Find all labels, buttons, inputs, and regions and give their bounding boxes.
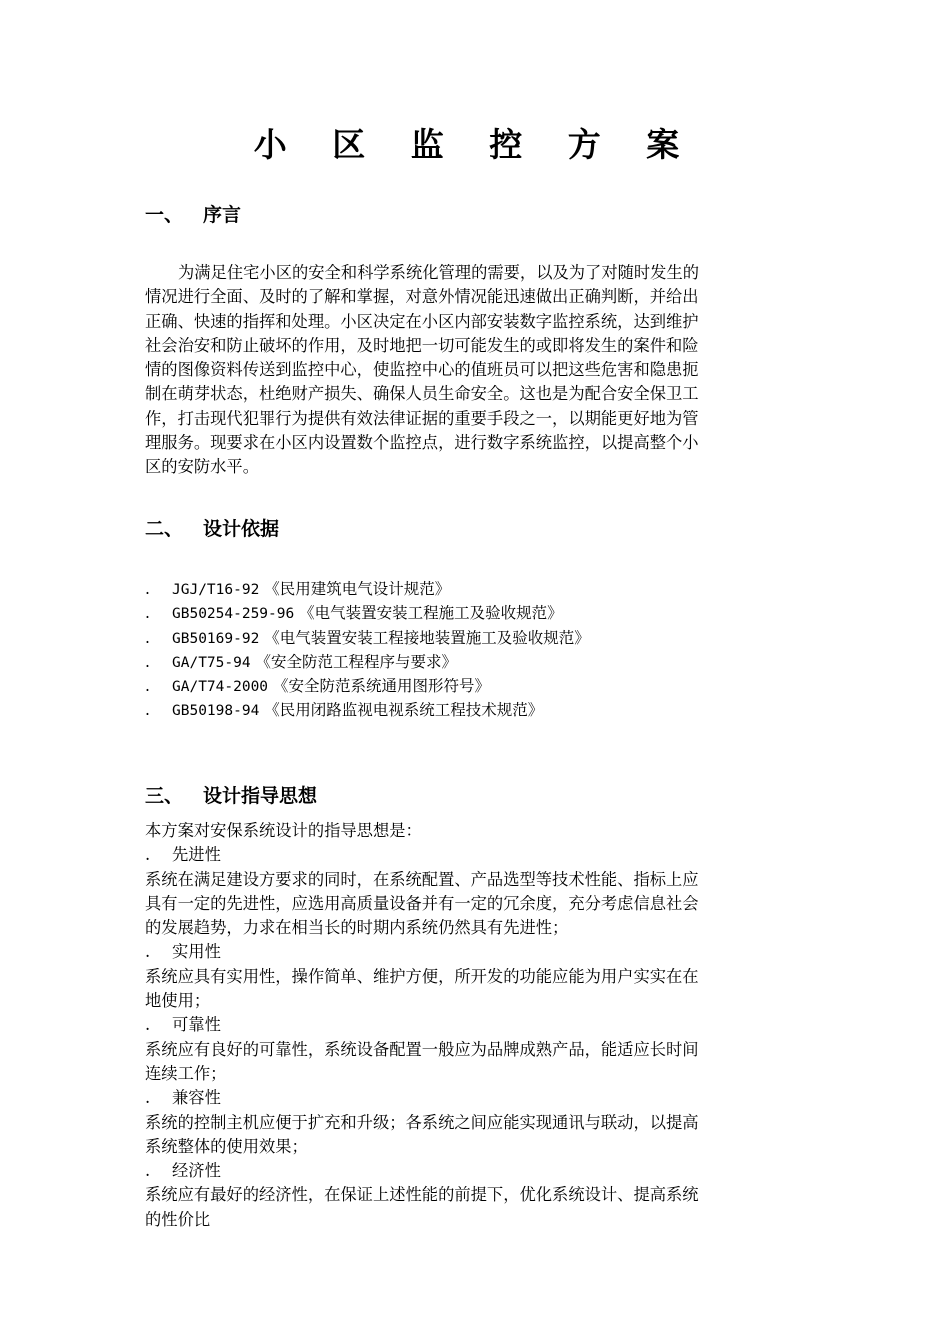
paragraph-line: 理服务。现要求在小区内设置数个监控点，进行数字系统监控，以提高整个小 xyxy=(145,433,699,453)
principle-line: 系统整体的使用效果； xyxy=(145,1136,308,1156)
principle-name: 实用性 xyxy=(172,942,221,962)
bullet-dot: . xyxy=(145,677,150,696)
section-number: 一、 xyxy=(145,204,184,226)
principle-line: 的性价比 xyxy=(145,1209,211,1229)
paragraph-line: 区的安防水平。 xyxy=(145,457,259,477)
section-title: 序言 xyxy=(203,204,242,226)
list-item xyxy=(145,650,590,674)
section-heading-design-basis xyxy=(145,516,279,542)
guiding-intro: 本方案对安保系统设计的指导思想是： xyxy=(145,821,422,840)
section-title: 设计指导思想 xyxy=(203,785,318,807)
paragraph-line: 情的图像资料传送到监控中心，使监控中心的值班员可以把这些危害和隐患扼 xyxy=(145,360,699,380)
section-number: 二、 xyxy=(145,518,184,540)
bullet-dot: . xyxy=(145,845,151,865)
standard-name: 《民用建筑电气设计规范》 xyxy=(264,580,451,598)
list-item xyxy=(145,577,590,601)
standard-name: 《民用闭路监视电视系统工程技术规范》 xyxy=(264,701,544,720)
paragraph-line: 为满足住宅小区的安全和科学系统化管理的需要，以及为了对随时发生的 xyxy=(178,263,700,282)
principle-name: 兼容性 xyxy=(172,1088,221,1108)
list-item xyxy=(145,674,590,698)
principle-line: 系统应具有实用性，操作简单、维护方便，所开发的功能应能为用户实实在在 xyxy=(145,966,699,986)
principle-line: 系统应有最好的经济性，在保证上述性能的前提下，优化系统设计、提高系统 xyxy=(145,1185,699,1205)
list-item xyxy=(145,698,590,722)
standards-list xyxy=(145,577,590,723)
standard-name: 《安全防范工程程序与要求》 xyxy=(255,652,458,671)
principle-name: 先进性 xyxy=(172,845,221,865)
standard-code: GB50198-94 xyxy=(172,703,260,720)
bullet-dot: . xyxy=(145,1015,151,1035)
paragraph-line: 作，打击现代犯罪行为提供有效法律证据的重要手段之一，以期能更好地为管 xyxy=(145,408,699,428)
paragraph-line: 社会治安和防止破坏的作用，及时地把一切可能发生的或即将发生的案件和险 xyxy=(145,335,699,355)
principle-heading xyxy=(145,1159,800,1183)
list-item xyxy=(145,601,590,625)
list-item xyxy=(145,626,590,650)
standard-code: GA/T74-2000 xyxy=(172,679,269,696)
paragraph-line: 制在萌芽状态，杜绝财产损失、确保人员生命安全。这也是为配合安全保卫工 xyxy=(145,384,699,404)
bullet-dot: . xyxy=(145,604,150,623)
principle-line: 具有一定的先进性，应选用高质量设备并有一定的冗余度，充分考虑信息社会 xyxy=(145,893,699,913)
preface-paragraph xyxy=(145,261,800,480)
standard-code: GB50254-259-96 xyxy=(172,606,295,623)
principle-heading xyxy=(145,940,800,964)
principle-line: 地使用； xyxy=(145,991,211,1011)
principle-line: 系统应有良好的可靠性，系统设备配置一般应为品牌成熟产品，能适应长时间 xyxy=(145,1039,699,1059)
bullet-dot: . xyxy=(145,652,150,671)
standard-code: JGJ/T16-92 xyxy=(172,582,260,598)
principle-line: 的发展趋势，力求在相当长的时期内系统仍然具有先进性； xyxy=(145,918,569,938)
bullet-dot: . xyxy=(145,1088,151,1108)
principle-line: 系统在满足建设方要求的同时，在系统配置、产品选型等技术性能、指标上应 xyxy=(145,869,699,889)
standard-code: GB50169-92 xyxy=(172,630,260,647)
standard-name: 《电气装置安装工程接地装置施工及验收规范》 xyxy=(264,628,590,647)
principle-heading xyxy=(145,1086,800,1110)
bullet-dot: . xyxy=(145,1161,151,1181)
principle-heading xyxy=(145,843,800,867)
principle-line: 连续工作； xyxy=(145,1063,227,1083)
section-title: 设计依据 xyxy=(203,518,280,540)
bullet-dot: . xyxy=(145,701,150,720)
section-heading-preface xyxy=(145,202,241,228)
paragraph-line: 情况进行全面、及时的了解和掌握，对意外情况能迅速做出正确判断，并给出 xyxy=(145,287,699,307)
standard-code: GA/T75-94 xyxy=(172,654,251,671)
principle-line: 系统的控制主机应便于扩充和升级；各系统之间应能实现通讯与联动，以提高 xyxy=(145,1112,699,1132)
principle-name: 经济性 xyxy=(172,1161,221,1181)
section-heading-guiding-ideas xyxy=(145,783,317,809)
bullet-dot: . xyxy=(145,628,150,647)
bullet-dot: . xyxy=(145,580,150,598)
document-title: 小 区 监 控 方 案 xyxy=(253,125,697,164)
principle-heading xyxy=(145,1013,800,1037)
guiding-section-body xyxy=(145,819,800,1232)
paragraph-line: 正确、快速的指挥和处理。小区决定在小区内部安装数字监控系统，达到维护 xyxy=(145,311,699,331)
standard-name: 《电气装置安装工程施工及验收规范》 xyxy=(299,604,563,623)
bullet-dot: . xyxy=(145,942,151,962)
principle-name: 可靠性 xyxy=(172,1015,221,1035)
section-number: 三、 xyxy=(145,785,184,807)
standard-name: 《安全防范系统通用图形符号》 xyxy=(272,677,490,696)
